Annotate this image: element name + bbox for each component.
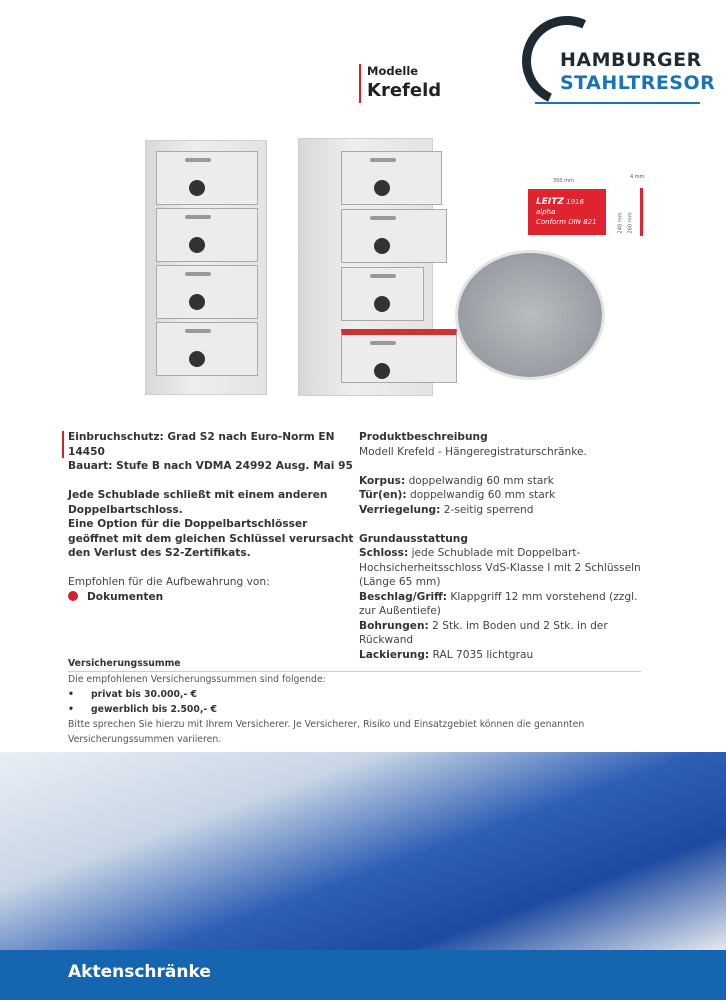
dimension-width: 350 mm <box>553 178 574 184</box>
equip-row <box>359 619 649 648</box>
logo-line1: HAMBURGER <box>560 49 702 71</box>
spec-value: 2-seitig sperrend <box>443 503 534 516</box>
option-note: Eine Option für die Doppelbartschlösser geöffnet mit dem gleichen Schlüssel verursacht den Verlust des S2-Zertifikats. <box>68 518 354 559</box>
equip-label: Bohrungen: <box>359 619 429 632</box>
spec-label: Verriegelung: <box>359 503 441 516</box>
document-icon <box>68 591 78 601</box>
spec-row <box>359 488 649 503</box>
model-title: Krefeld <box>367 80 442 101</box>
cabinet-closed-image <box>145 140 267 395</box>
burglary-rating: Einbruchschutz: Grad S2 nach Euro-Norm EN 14450 <box>68 431 335 458</box>
company-logo <box>520 14 716 106</box>
dimension-height-240: 240 mm <box>617 212 624 234</box>
logo-underline <box>535 102 700 104</box>
insurance-list <box>68 687 641 717</box>
insurance-section <box>68 656 641 747</box>
folder-brand: LEITZ <box>536 197 564 207</box>
left-column <box>68 430 358 604</box>
dimension-height-260: 260 mm <box>627 212 634 234</box>
insurance-item: • privat bis 30.000,- € <box>68 687 641 702</box>
category-label: Aktenschränke <box>68 962 211 982</box>
equip-row <box>359 546 649 590</box>
footer-bar <box>0 950 726 1000</box>
folder-norm: Conform DIN 821 <box>536 218 597 226</box>
spec-label: Tür(en): <box>359 489 407 501</box>
folder-side-view <box>640 188 643 236</box>
description-title: Produktbeschreibung <box>359 431 488 443</box>
spec-label: Korpus: <box>359 474 406 487</box>
hanging-folder-illustration <box>528 189 606 235</box>
equipment-title: Grundausstattung <box>359 532 468 545</box>
lock-note: Jede Schublade schließt mit einem anderen Doppelbartschloss. <box>68 489 328 516</box>
insurance-note: Bitte sprechen Sie hierzu mit Ihrem Versicherer. Je Versicherer, Risiko und Einsatzgebiet können die genannten Versicherungssummen variieren. <box>68 719 585 745</box>
cabinet-open-image <box>298 138 433 396</box>
equip-value: RAL 7035 lichtgrau <box>432 648 534 661</box>
folders-photo <box>0 752 726 950</box>
spec-value: doppelwandig 60 mm stark <box>408 474 554 487</box>
recommended-item: Dokumenten <box>87 590 164 603</box>
equip-value: Klappgriff 12 mm vorstehend (zzgl. zur Außentiefe) <box>359 590 638 617</box>
folder-model: 1916 alpha <box>536 198 584 216</box>
equip-label: Schloss: <box>359 547 409 559</box>
right-column <box>359 430 649 662</box>
insurance-title: Versicherungssumme <box>68 656 641 672</box>
equip-label: Lackierung: <box>359 648 430 661</box>
insurance-item: • gewerblich bis 2.500,- € <box>68 702 641 717</box>
spec-row <box>359 474 649 489</box>
description-text: Modell Krefeld - Hängeregistraturschränke. <box>359 445 587 458</box>
insurance-intro: Die empfohlenen Versicherungssummen sind folgende: <box>68 674 326 685</box>
equip-label: Beschlag/Griff: <box>359 590 447 603</box>
equip-value: 2 Stk. im Boden und 2 Stk. in der Rückwand <box>359 619 608 646</box>
recommended-label: Empfohlen für die Aufbewahrung von: <box>68 576 270 588</box>
equip-row <box>359 590 649 619</box>
drawer-detail-image <box>455 250 605 380</box>
model-heading <box>359 64 441 103</box>
spec-row <box>359 503 649 518</box>
dimension-thickness: 4 mm <box>630 174 645 180</box>
section-label: Modelle <box>367 64 419 78</box>
spec-value: doppelwandig 60 mm stark <box>410 489 556 501</box>
equip-value: jede Schublade mit Doppelbart-Hochsicherheitsschloss VdS-Klasse I mit 2 Schlüsseln (Länge 65 mm) <box>359 547 641 588</box>
construction-rating: Bauart: Stufe B nach VDMA 24992 Ausg. Mai 95 <box>68 460 353 472</box>
logo-line2: STAHLTRESOR <box>560 72 716 94</box>
